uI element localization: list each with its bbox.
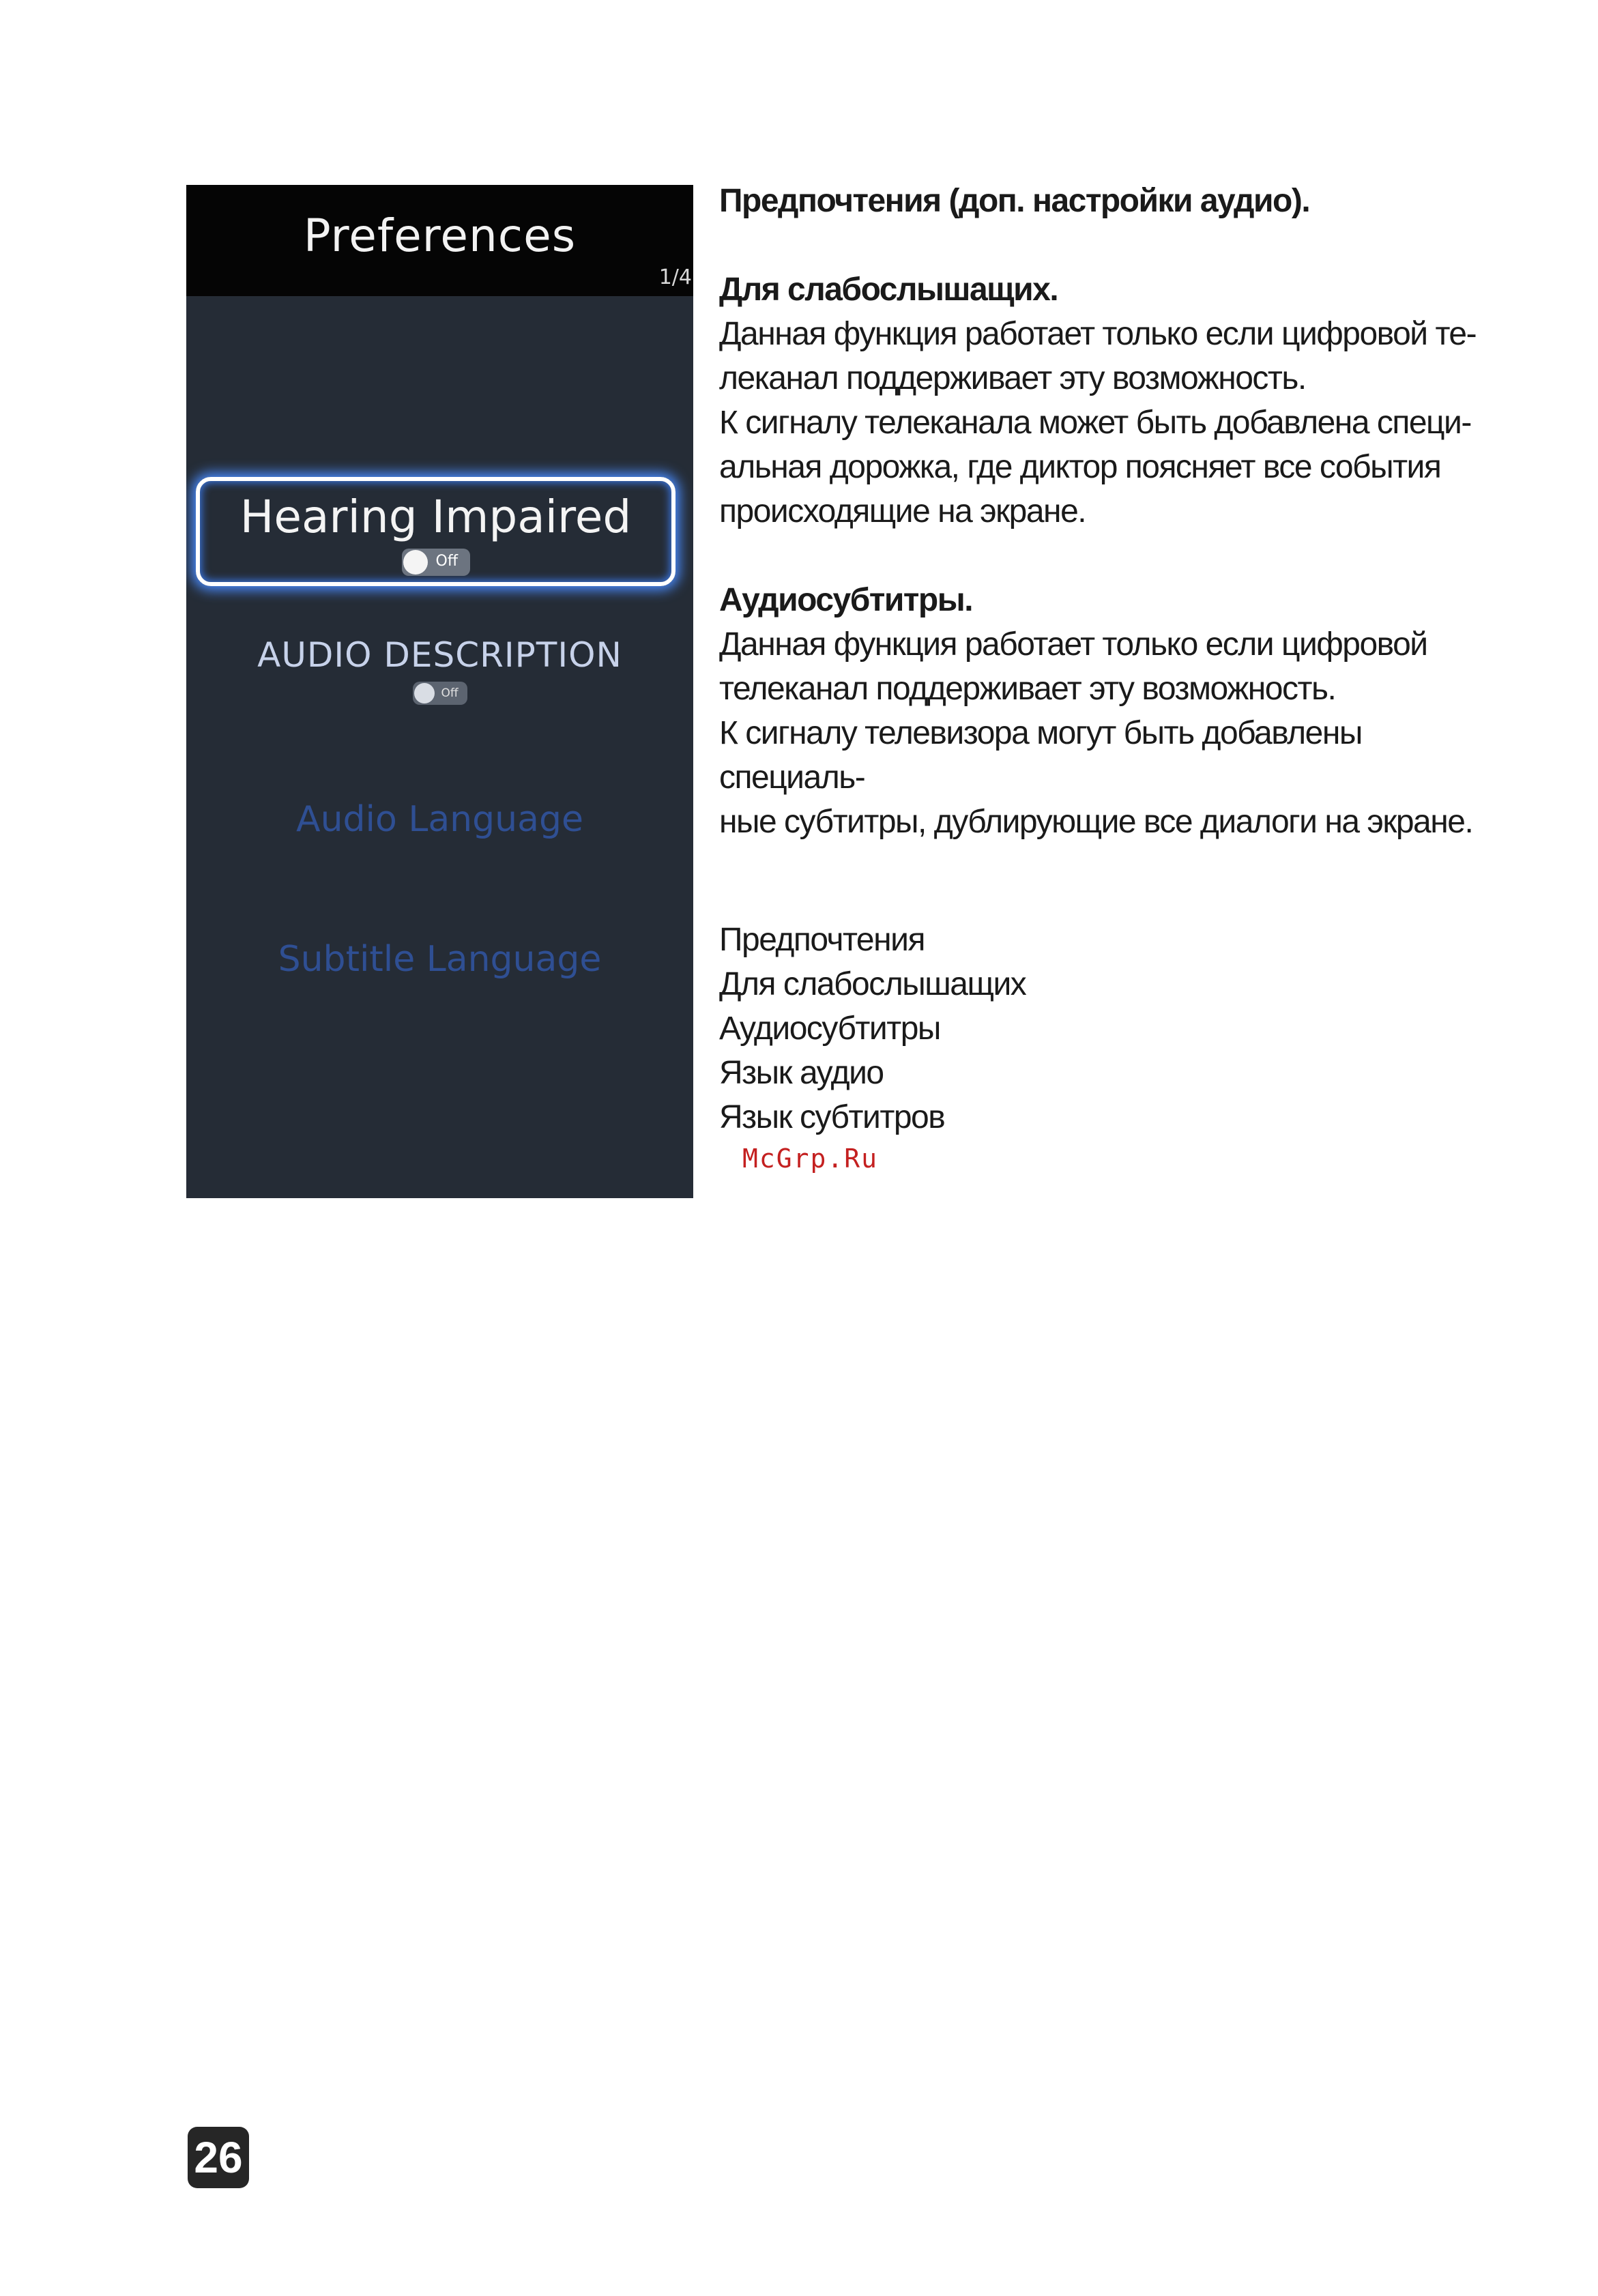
spacer <box>719 844 1483 918</box>
menu-item-label: Subtitle Language <box>278 939 602 980</box>
section1-line: леканал поддерживает эту возможность. <box>719 360 1306 396</box>
tv-menu-header <box>186 185 693 296</box>
section2-title: Аудиосубтитры. <box>719 582 973 618</box>
toggle-state: Off <box>441 686 459 700</box>
glossary-item: Предпочтения <box>719 922 925 958</box>
spacer <box>719 223 1483 267</box>
section-heading: Предпочтения (доп. настройки аудио). <box>719 183 1310 219</box>
glossary-item: Аудиосубтитры <box>719 1011 940 1047</box>
section1-title: Для слабослышащих. <box>719 272 1058 308</box>
section1-line: альная дорожка, где диктор поясняет все события <box>719 449 1441 485</box>
audio-description-toggle[interactable] <box>413 682 467 705</box>
page-number-badge: 26 <box>188 2127 249 2188</box>
glossary-item: Язык субтитров <box>719 1099 945 1135</box>
menu-item-audio-description[interactable] <box>186 635 693 705</box>
tv-menu-title: Preferences <box>303 209 577 262</box>
menu-item-label: AUDIO DESCRIPTION <box>257 635 622 675</box>
section2-line: телеканал поддерживает эту возможность. <box>719 671 1336 707</box>
section1-line: К сигналу телеканала может быть добавлена специ- <box>719 405 1471 441</box>
menu-item-audio-language <box>186 799 693 840</box>
watermark: McGrp.Ru <box>742 1144 879 1174</box>
menu-item-hearing-impaired[interactable] <box>196 477 675 586</box>
menu-item-label: Audio Language <box>296 799 583 840</box>
hearing-impaired-toggle[interactable] <box>402 549 470 576</box>
tv-menu-screenshot <box>186 185 693 1198</box>
toggle-knob-icon <box>414 683 435 703</box>
menu-item-subtitle-language <box>186 939 693 980</box>
glossary-item: Для слабослышащих <box>719 966 1026 1002</box>
menu-item-label: Hearing Impaired <box>239 491 632 543</box>
section2-line: ные субтитры, дублирующие все диалоги на экране. <box>719 804 1473 840</box>
section1-line: происходящие на экране. <box>719 493 1086 529</box>
section2-line: Данная функция работает только если цифровой <box>719 626 1427 663</box>
document-text-column <box>719 179 1483 1139</box>
spacer <box>719 534 1483 578</box>
glossary-item: Язык аудио <box>719 1055 884 1091</box>
toggle-knob-icon <box>403 550 428 575</box>
tv-page-indicator: 1/4 <box>658 265 692 289</box>
section2-line: К сигналу телевизора могут быть добавлены специаль- <box>719 715 1362 796</box>
toggle-state: Off <box>435 553 458 570</box>
section1-line: Данная функция работает только если цифровой те- <box>719 316 1477 352</box>
